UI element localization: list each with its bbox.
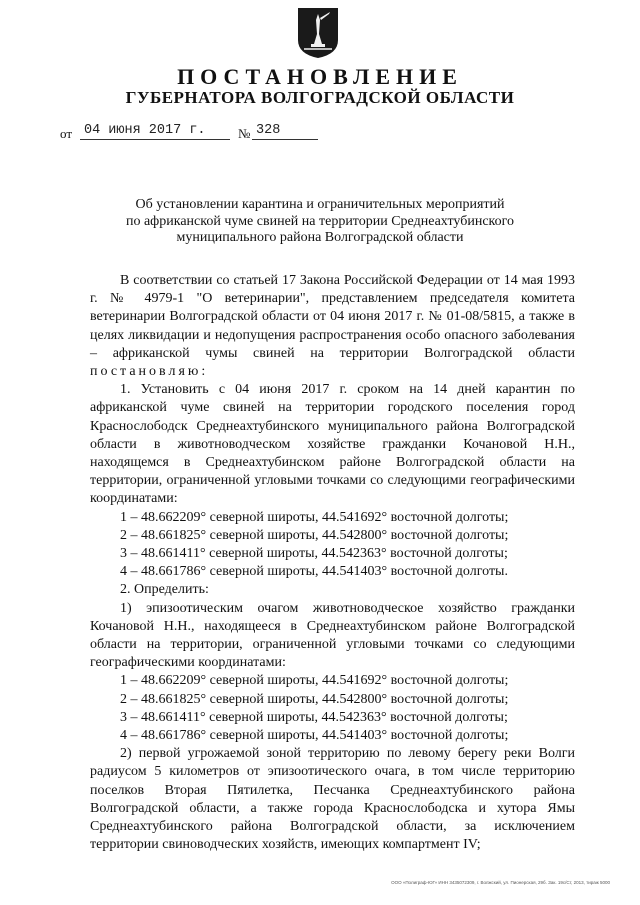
- item-2-2-paragraph: 2) первой угрожаемой зоной территорию по левому берегу реки Волги радиусом 5 километров от эпизоотического очага, в том числе территорию поселков Вторая Пятилетка, Песчанка Среднеахтубинского района Волгоградской области, а также города Краснослободска и хутора Ямы Среднеахтубинского района Волгоградской области, за исключением территории свиноводческих хозяйств, имеющих компартмент IV;: [90, 746, 575, 853]
- number-underline: [252, 139, 318, 140]
- printer-imprint: ООО «Полиграф-ЮГ» ИНН 3435072309, г. Волжский, ул. Пионерская, 29б. Зак. 19с/Ст, 2013, тираж 5000: [391, 880, 610, 885]
- coordinate-line: 3 – 48.661411° северной широты, 44.542363° восточной долготы;: [120, 709, 508, 725]
- document-subtitle: ГУБЕРНАТОРА ВОЛГОГРАДСКОЙ ОБЛАСТИ: [125, 88, 515, 107]
- coordinate-line: 2 – 48.661825° северной широты, 44.542800° восточной долготы;: [120, 527, 509, 543]
- date-label: от: [60, 126, 73, 141]
- number-value: 328: [256, 123, 281, 138]
- document-body: [90, 272, 575, 855]
- date-underline: [80, 139, 230, 140]
- item-2-paragraph: 2. Определить:: [120, 582, 209, 598]
- heading-line: по африканской чуме свиней на территории Среднеахтубинского: [125, 213, 515, 229]
- item-2-1-paragraph: 1) эпизоотическим очагом животноводческое хозяйство гражданки Кочановой Н.Н., находящееся в Среднеахтубинском районе Волгоградской области на территории, ограниченной угловыми точками со следующими географическими координатами:: [90, 600, 575, 671]
- coordinate-line: 1 – 48.662209° северной широты, 44.541692° восточной долготы;: [120, 673, 509, 689]
- coordinate-line: 4 – 48.661786° северной широты, 44.541403° восточной долготы.: [120, 564, 508, 580]
- coordinate-line: 1 – 48.662209° северной широты, 44.541692° восточной долготы;: [120, 509, 509, 525]
- date-value: 04 июня 2017 г.: [84, 123, 206, 138]
- volgograd-coat-of-arms-icon: [296, 6, 340, 60]
- document-title: ПОСТАНОВЛЕНИЕ: [177, 64, 463, 89]
- preamble-paragraph: [90, 272, 575, 381]
- preamble-text: В соответствии со статьей 17 Закона Российской Федерации от 14 мая 1993 г. № 4979-1 "О ветеринарии", представлением председателя комитета ветеринарии Волгоградской области от 04 июня 2017 г. № 01-08/5815, а также в целях ликвидации и недопущения распространения особо опасного заболевания – африканской чумы свиней на территории Волгоградской области: [90, 273, 575, 361]
- coordinate-line: 3 – 48.661411° северной широты, 44.542363° восточной долготы;: [120, 546, 508, 562]
- decree-word: постановляю:: [90, 364, 209, 380]
- heading-line: муниципального района Волгоградской области: [176, 230, 464, 245]
- document-heading: [90, 197, 550, 247]
- item-1-paragraph: 1. Установить с 04 июня 2017 г. сроком на 14 дней карантин по африканской чуме свиней на территории городского поселения город Краснослободск Среднеахтубинского муниципального района Волгоградской области в животноводческом хозяйстве гражданки Кочановой Н.Н., находящемся в Среднеахтубинском районе Волгоградской области на территории, ограниченной угловыми точками со следующими географическими координатами:: [90, 382, 575, 507]
- heading-line: Об установлении карантина и ограничительных мероприятий: [135, 197, 505, 212]
- number-label: №: [238, 126, 251, 141]
- coordinate-line: 2 – 48.661825° северной широты, 44.542800° восточной долготы;: [120, 691, 509, 707]
- coordinate-line: 4 – 48.661786° северной широты, 44.541403° восточной долготы;: [120, 728, 509, 744]
- document-meta: [60, 123, 580, 145]
